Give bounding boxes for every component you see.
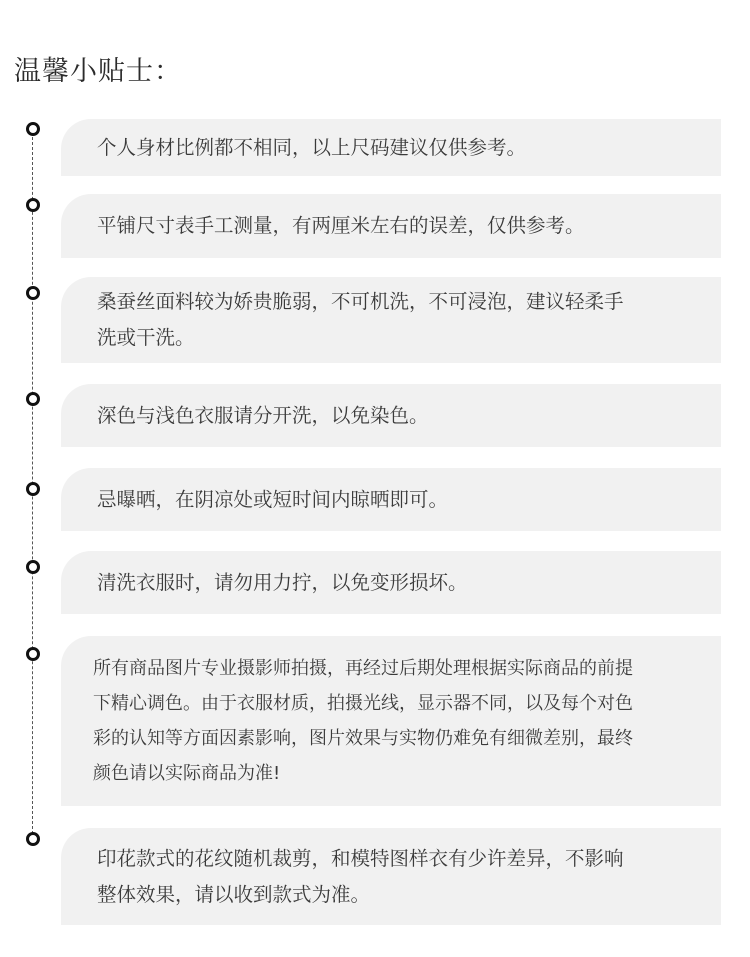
- tip-card: [61, 194, 721, 258]
- tip-text: 桑蚕丝面料较为娇贵脆弱，不可机洗，不可浸泡，建议轻柔手 洗或干洗。: [97, 290, 624, 349]
- timeline-dot: [26, 560, 40, 574]
- tip-card: [61, 468, 721, 531]
- tip-text: 印花款式的花纹随机裁剪，和模特图样衣有少许差异，不影响 整体效果，请以收到款式为准。: [97, 846, 624, 906]
- tip-card: [61, 119, 721, 176]
- tip-card: [61, 384, 721, 447]
- tip-text: 平铺尺寸表手工测量，有两厘米左右的误差，仅供参考。: [97, 214, 585, 237]
- tip-text: 所有商品图片专业摄影师拍摄，再经过后期处理根据实际商品的前提 下精心调色。由于衣服材质，拍摄光线，显示器不同，以及每个对色 彩的认知等方面因素影响，图片效果与实物仍难免有细微差别，最终 颜色请以实际商品为准!: [93, 658, 633, 784]
- tip-card: [61, 828, 721, 925]
- timeline-dot: [26, 647, 40, 661]
- tip-text: 个人身材比例都不相同，以上尺码建议仅供参考。: [97, 135, 527, 159]
- timeline-dot: [26, 286, 40, 300]
- page-title: 温馨小贴士：: [14, 56, 182, 87]
- timeline-dot: [26, 198, 40, 212]
- tip-card: [61, 277, 721, 363]
- timeline-dot: [26, 482, 40, 496]
- tip-text: 深色与浅色衣服请分开洗，以免染色。: [97, 403, 429, 427]
- tip-card: [61, 636, 721, 806]
- timeline-dot: [26, 832, 40, 846]
- tip-card: [61, 551, 721, 614]
- timeline-dot: [26, 392, 40, 406]
- tip-text: 忌曝晒，在阴凉处或短时间内晾晒即可。: [97, 487, 449, 511]
- timeline-dot: [26, 122, 40, 136]
- tip-text: 清洗衣服时，请勿用力拧，以免变形损坏。: [97, 570, 468, 594]
